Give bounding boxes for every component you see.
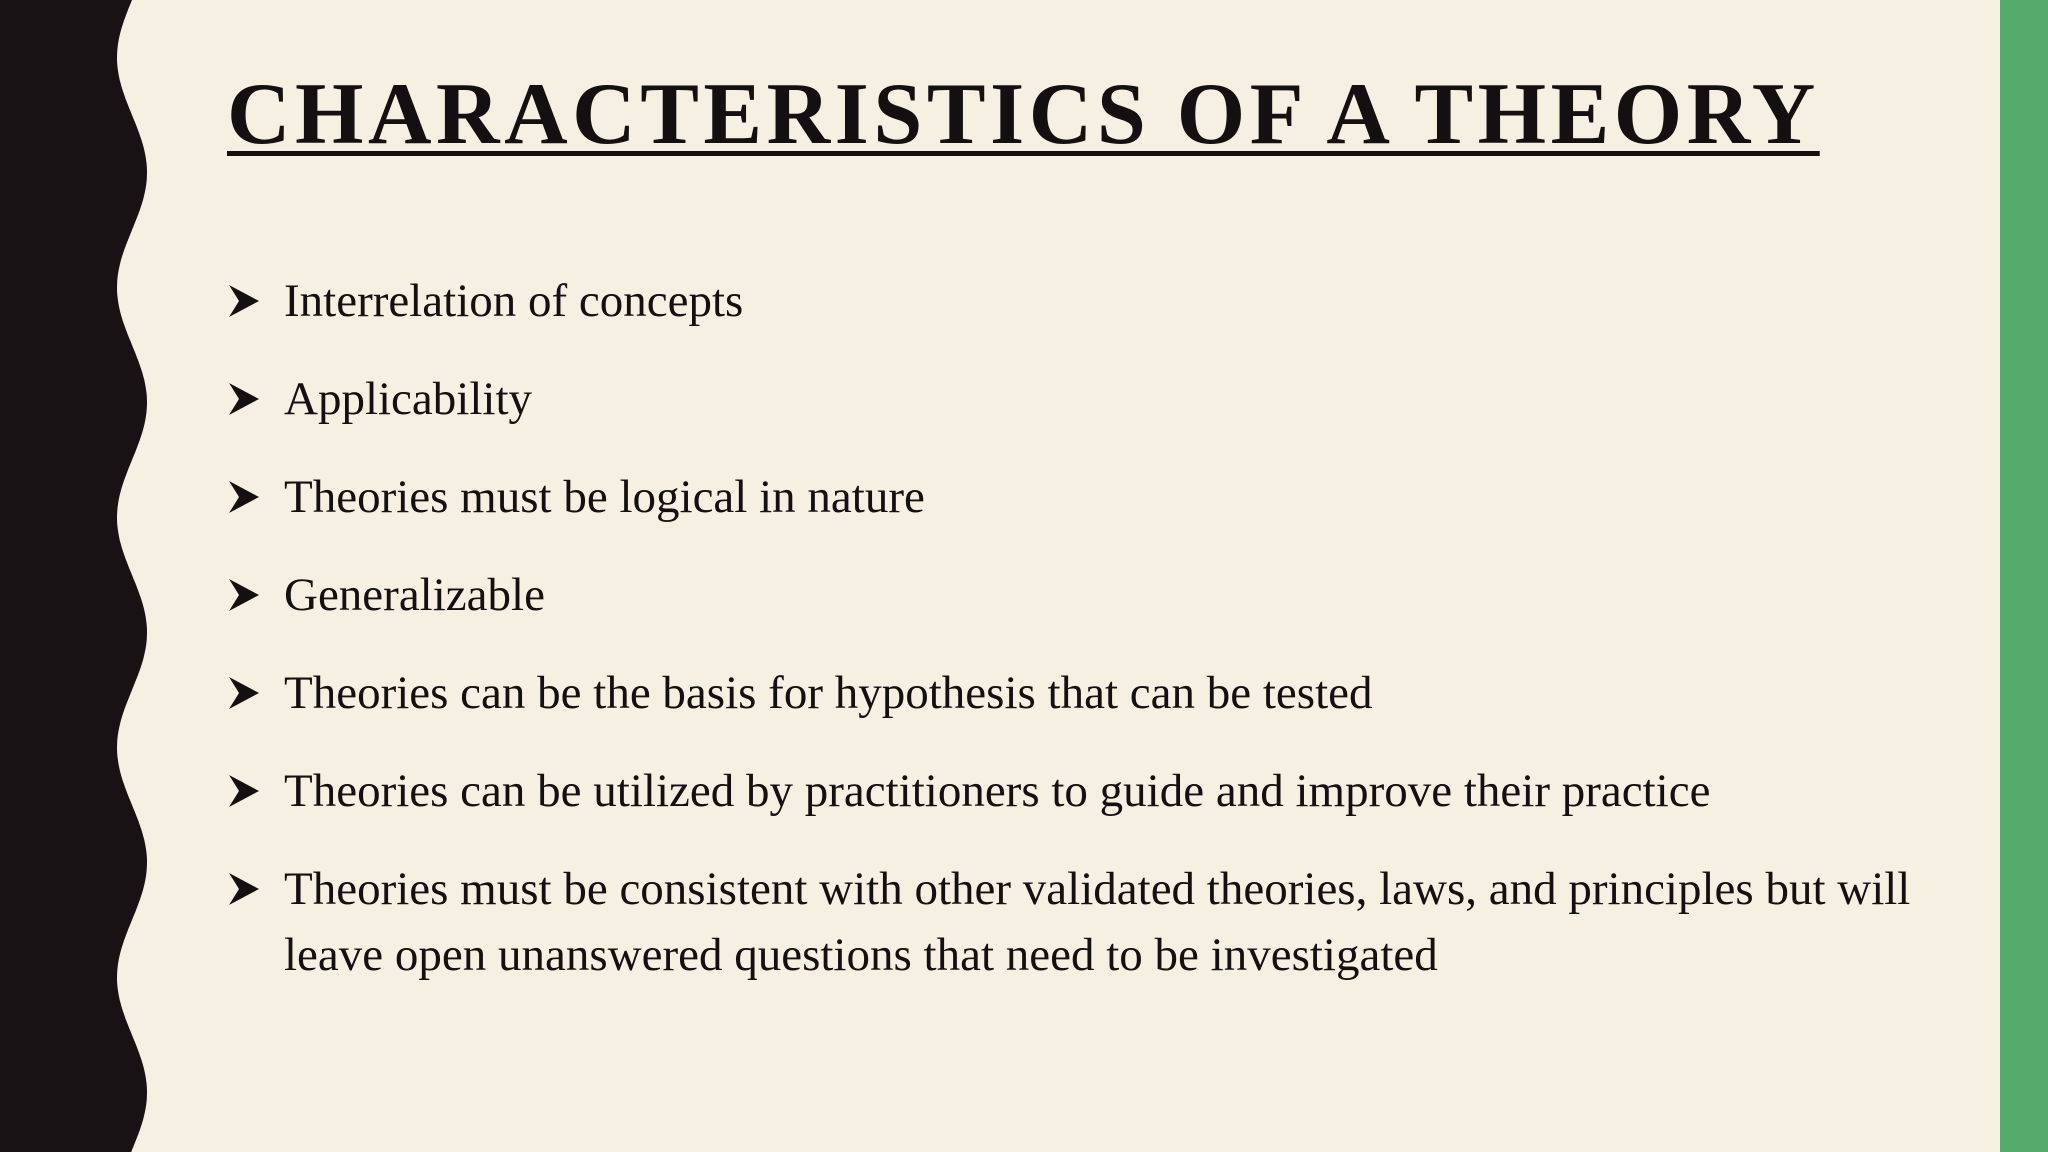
bullet-text: Interrelation of concepts bbox=[284, 275, 744, 327]
bullet-text: Applicability bbox=[284, 373, 533, 425]
bullet-item bbox=[227, 268, 1927, 334]
bullet-item bbox=[227, 366, 1927, 432]
bullet-item bbox=[227, 758, 1927, 824]
slide-title: CHARACTERISTICS OF A THEORY bbox=[227, 66, 1820, 163]
bullet-text: Theories can be the basis for hypothesis that can be tested bbox=[284, 667, 1373, 719]
arrowhead-bullet-icon bbox=[227, 562, 284, 628]
arrowhead-bullet-icon bbox=[227, 856, 284, 922]
bullet-item bbox=[227, 660, 1927, 726]
arrowhead-bullet-icon bbox=[227, 366, 284, 432]
bullet-list bbox=[227, 268, 1927, 1020]
arrowhead-bullet-icon bbox=[227, 758, 284, 824]
bullet-text: Generalizable bbox=[284, 569, 545, 621]
bullet-text: Theories can be utilized by practitioners to guide and improve their practice bbox=[284, 765, 1711, 817]
left-wave-bar bbox=[0, 0, 160, 1152]
bullet-text: Theories must be logical in nature bbox=[284, 471, 925, 523]
bullet-item bbox=[227, 856, 1927, 988]
arrowhead-bullet-icon bbox=[227, 268, 284, 334]
bullet-text: Theories must be consistent with other validated theories, laws, and principles but will leave open unanswered questions that need to be investigated bbox=[284, 863, 1911, 981]
right-accent-bar bbox=[2000, 0, 2048, 1152]
arrowhead-bullet-icon bbox=[227, 464, 284, 530]
bullet-item bbox=[227, 562, 1927, 628]
arrowhead-bullet-icon bbox=[227, 660, 284, 726]
left-wave-shape bbox=[0, 0, 147, 1152]
bullet-item bbox=[227, 464, 1927, 530]
